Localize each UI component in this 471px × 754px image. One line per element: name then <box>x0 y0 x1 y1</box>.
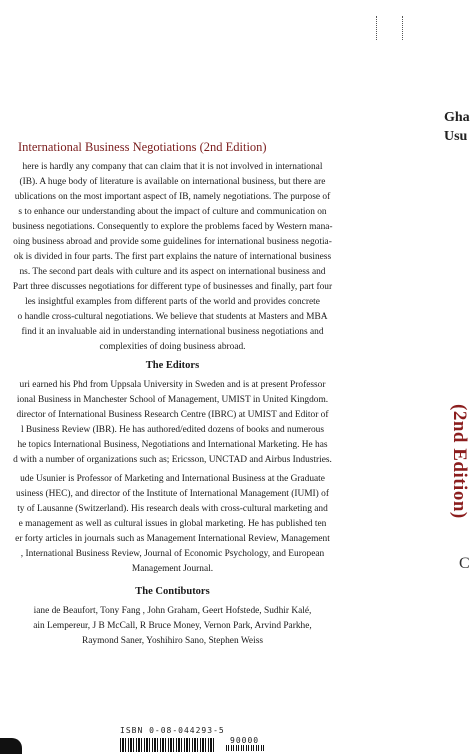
blurb-line: s to enhance our understanding about the impact of culture and communication on <box>18 207 327 217</box>
spine-edge-line-1: Gha <box>444 110 470 125</box>
bio-line: e management as well as cultural issues in global marketing. He has published ten <box>18 519 327 529</box>
contributors-line: Raymond Saner, Yoshihiro Sano, Stephen Weiss <box>82 636 263 646</box>
blurb-line: business negotiations. Consequently to explore the problems faced by Western mana- <box>12 222 333 232</box>
bio-line: ional Business in Manchester School of Management, UMIST in United Kingdom. <box>16 395 329 405</box>
editor-bio-1 <box>0 378 345 468</box>
editor-bio-2 <box>0 472 345 577</box>
blurb-line: o handle cross-cultural negotiations. We believe that students at Masters and MBA <box>17 312 328 322</box>
bio-line: usiness (HEC), and director of the Institute of International Management (IUMI) of <box>16 489 329 499</box>
bio-line: , International Business Review, Journal of Economic Psychology, and European <box>20 549 325 559</box>
blurb-line: (IB). A huge body of literature is available on international business, but there are <box>19 177 326 187</box>
title-main: International Business Negotiations <box>18 140 197 154</box>
bio-line: director of International Business Research Centre (IBRC) at UMIST and Editor of <box>16 410 329 420</box>
spine-edge-letter: C <box>459 555 470 572</box>
blurb <box>0 160 345 355</box>
publisher-logo <box>0 738 22 754</box>
price-code: 90000 <box>230 736 260 745</box>
bio-line: l Business Review (IBR). He has authored/edited dozens of books and numerous <box>20 425 325 435</box>
bio-line: er forty articles in journals such as Management International Review, Management <box>15 534 330 544</box>
bio-line: ty of Lausanne (Switzerland). His research deals with cross-cultural marketing and <box>17 504 328 514</box>
blurb-line: les insightful examples from different parts of the world and provides concrete <box>25 297 320 307</box>
blurb-line: Part three discusses negotiations for different type of businesses and finally, part four <box>12 282 333 292</box>
contributors-heading: The Contibutors <box>135 586 210 597</box>
bio-line: uri earned his Phd from Uppsala University in Sweden and is at present Professor <box>19 380 326 390</box>
blurb-line: here is hardly any company that can claim that it is not involved in international <box>22 162 323 172</box>
isbn-text: ISBN 0-08-044293-5 <box>120 726 225 735</box>
bio-line: he topics International Business, Negotiations and International Marketing. He has <box>17 440 328 450</box>
contributors-list <box>0 604 345 649</box>
bio-line: d with a number of organizations such as; Ericsson, UNCTAD and Airbus Industries. <box>13 455 332 465</box>
blurb-line: ok is divided in four parts. The first part explains the nature of international business <box>13 252 332 262</box>
price-barcode-bars <box>226 745 264 751</box>
blurb-line: ublications on the most important aspect of IB, namely negotiations. The purpose of <box>14 192 331 202</box>
spine-edge-line-2: Usu <box>444 129 468 144</box>
title-edition: (2nd Edition) <box>199 140 267 154</box>
editors-heading: The Editors <box>145 360 200 371</box>
bio-line: ude Usunier is Professor of Marketing and International Business at the Graduate <box>20 474 325 484</box>
contributors-line: iane de Beaufort, Tony Fang , John Graham, Geert Hofstede, Sudhir Kalé, <box>33 606 312 616</box>
bio-line: Management Journal. <box>131 564 214 574</box>
blurb-line: oing business abroad and provide some guidelines for international business negotia- <box>13 237 332 247</box>
spine-edition: (2nd Edition) <box>449 404 470 519</box>
blurb-line: find it an invaluable aid in understanding international business negotiations and <box>21 327 324 337</box>
blurb-line: complexities of doing business abroad. <box>99 342 246 352</box>
blurb-line: ns. The second part deals with culture and its aspect on international business and <box>19 267 326 277</box>
spine-edge-text <box>444 108 470 146</box>
book-title <box>18 140 267 155</box>
contributors-line: ain Lempereur, J B McCall, R Bruce Money, Vernon Park, Arvind Parkhe, <box>33 621 312 631</box>
